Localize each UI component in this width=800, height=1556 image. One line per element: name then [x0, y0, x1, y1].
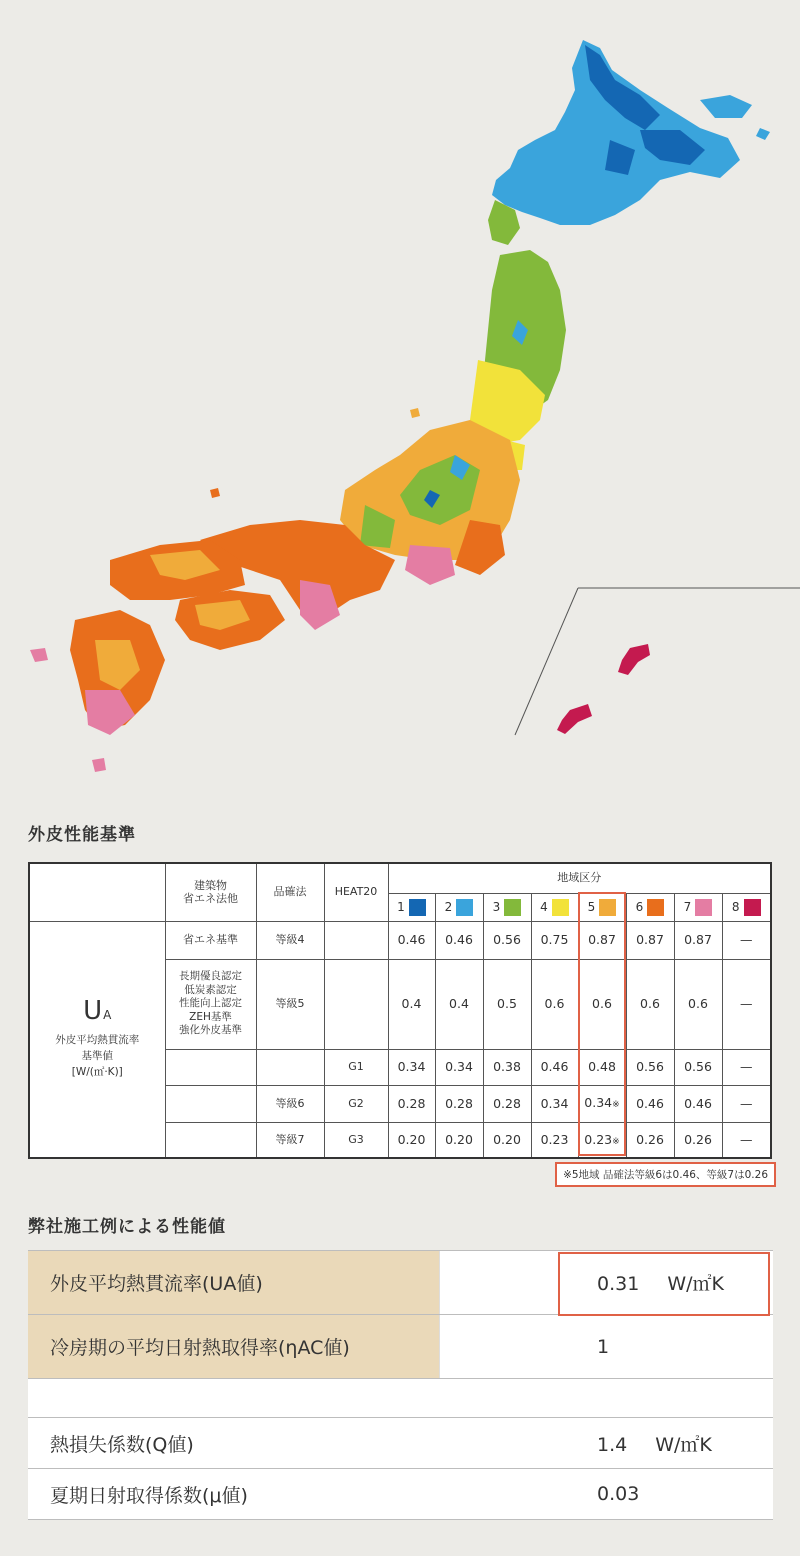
row3-zone6: 0.56 — [626, 1049, 674, 1085]
row4-zone2: 0.28 — [435, 1085, 483, 1122]
row3-zone5: 0.48 — [578, 1049, 626, 1085]
row2-zone1: 0.4 — [388, 959, 435, 1049]
row5-zone3: 0.20 — [483, 1122, 531, 1158]
ua-label-cell — [29, 921, 165, 1158]
ua-label-line3: [W/(㎡·K)] — [71, 1066, 123, 1079]
row1-building: 省エネ基準 — [165, 921, 256, 959]
row2-hinkaku: 等級5 — [256, 959, 324, 1049]
heat20-header: HEAT20 — [324, 863, 388, 921]
mu-value-spacer — [439, 1469, 557, 1520]
ua-symbol: U — [83, 995, 103, 1026]
spacer-cell — [28, 1379, 773, 1418]
row4-zone5 — [578, 1085, 626, 1122]
ua-value-cell — [557, 1251, 773, 1315]
row3-zone7: 0.56 — [674, 1049, 722, 1085]
row4-zone5-asterisk: ※ — [612, 1100, 620, 1111]
mu-value-cell — [557, 1469, 773, 1520]
row2-building-line1: 長期優良認定 — [179, 970, 242, 983]
q-value: 1.4 — [597, 1433, 628, 1456]
row1-zone6: 0.87 — [626, 921, 674, 959]
table-row — [28, 1315, 773, 1379]
row4-heat20: G2 — [324, 1085, 388, 1122]
zone-4-header — [531, 893, 578, 921]
region-header: 地域区分 — [388, 863, 771, 893]
oki-islands — [210, 488, 220, 498]
kyushu — [30, 610, 165, 772]
row4-zone1: 0.28 — [388, 1085, 435, 1122]
mu-value-label: 夏期日射取得係数(μ値) — [28, 1469, 439, 1520]
row1-zone1: 0.46 — [388, 921, 435, 959]
table-row — [28, 1469, 773, 1520]
row5-zone2: 0.20 — [435, 1122, 483, 1158]
zone-6-label: 6 — [635, 899, 644, 914]
okinawa-island-south — [557, 704, 592, 734]
ua-value-label: 外皮平均熱貫流率(UA値) — [28, 1251, 439, 1315]
row2-zone6: 0.6 — [626, 959, 674, 1049]
row2-zone2: 0.4 — [435, 959, 483, 1049]
row5-zone6: 0.26 — [626, 1122, 674, 1158]
row5-hinkaku: 等級7 — [256, 1122, 324, 1158]
table-row — [28, 1418, 773, 1469]
zone-1-swatch — [409, 899, 426, 916]
row2-building-line5: 強化外皮基準 — [179, 1024, 242, 1037]
row5-zone1: 0.20 — [388, 1122, 435, 1158]
zone-2-swatch — [456, 899, 473, 916]
table-row — [28, 1251, 773, 1315]
row5-building — [165, 1122, 256, 1158]
row1-zone8: — — [722, 921, 771, 959]
row4-hinkaku: 等級6 — [256, 1085, 324, 1122]
standards-table — [28, 862, 772, 1159]
row1-zone7: 0.87 — [674, 921, 722, 959]
row5-zone7: 0.26 — [674, 1122, 722, 1158]
row2-zone7: 0.6 — [674, 959, 722, 1049]
row1-heat20 — [324, 921, 388, 959]
row4-zone7: 0.46 — [674, 1085, 722, 1122]
row3-zone4: 0.46 — [531, 1049, 578, 1085]
q-unit: W/㎡K — [655, 1433, 712, 1456]
eta-ac-value: 1 — [597, 1335, 610, 1358]
row3-zone2: 0.34 — [435, 1049, 483, 1085]
row4-zone6: 0.46 — [626, 1085, 674, 1122]
ua-label-line1: 外皮平均熱貫流率 — [55, 1033, 140, 1046]
zone-6-header — [626, 893, 674, 921]
row5-heat20: G3 — [324, 1122, 388, 1158]
row3-heat20: G1 — [324, 1049, 388, 1085]
zone-5-swatch — [599, 899, 616, 916]
row2-heat20 — [324, 959, 388, 1049]
eta-ac-label: 冷房期の平均日射熱取得率(ηAC値) — [28, 1315, 439, 1379]
row5-zone8: — — [722, 1122, 771, 1158]
row1-zone4: 0.75 — [531, 921, 578, 959]
okinawa-island-north — [618, 644, 650, 675]
ua-value: 0.31 — [597, 1273, 640, 1295]
zone-5-header — [578, 893, 626, 921]
spacer-row — [28, 1379, 773, 1418]
mu-value: 0.03 — [597, 1483, 640, 1505]
row5-zone5 — [578, 1122, 626, 1158]
row2-zone3: 0.5 — [483, 959, 531, 1049]
zone-3-header — [483, 893, 531, 921]
building-header — [165, 863, 256, 921]
row3-hinkaku — [256, 1049, 324, 1085]
eta-ac-cell — [557, 1315, 773, 1379]
eta-ac-spacer — [439, 1315, 557, 1379]
sado-island — [410, 408, 420, 418]
blank-header-cell — [29, 863, 165, 921]
zone-4-swatch — [552, 899, 569, 916]
ua-unit: W/㎡K — [667, 1273, 724, 1295]
q-value-cell — [557, 1418, 773, 1469]
shikoku — [175, 590, 285, 650]
performance-table — [28, 1250, 773, 1520]
row1-zone2: 0.46 — [435, 921, 483, 959]
row4-zone3: 0.28 — [483, 1085, 531, 1122]
row3-building — [165, 1049, 256, 1085]
hinkaku-header: 品確法 — [256, 863, 324, 921]
table-row — [29, 921, 771, 959]
zone-7-header — [674, 893, 722, 921]
zone-7-label: 7 — [683, 899, 692, 914]
zone-1-label: 1 — [397, 899, 405, 914]
row3-zone3: 0.38 — [483, 1049, 531, 1085]
row2-zone8: — — [722, 959, 771, 1049]
zone-2-label: 2 — [444, 899, 453, 914]
row5-zone4: 0.23 — [531, 1122, 578, 1158]
zone-5-label: 5 — [587, 899, 596, 914]
standards-title: 外皮性能基準 — [28, 825, 136, 845]
zone-8-header — [722, 893, 771, 921]
row3-zone1: 0.34 — [388, 1049, 435, 1085]
row4-zone5-value: 0.34 — [584, 1095, 613, 1111]
row5-zone5-asterisk: ※ — [612, 1136, 620, 1147]
ua-label-line2: 基準値 — [81, 1050, 113, 1063]
row4-zone4: 0.34 — [531, 1085, 578, 1122]
zone-8-swatch — [744, 899, 761, 916]
zone-3-label: 3 — [492, 899, 501, 914]
building-header-line1: 建築物 — [194, 878, 227, 892]
row1-hinkaku: 等級4 — [256, 921, 324, 959]
zone-2-header — [435, 893, 483, 921]
ua-value-spacer — [439, 1251, 557, 1315]
row4-building — [165, 1085, 256, 1122]
zone-1-header — [388, 893, 435, 921]
zone-7-swatch — [695, 899, 712, 916]
building-header-line2: 省エネ法他 — [183, 892, 238, 906]
zone-3-swatch — [504, 899, 521, 916]
header-row-1 — [29, 863, 771, 893]
row2-zone5: 0.6 — [578, 959, 626, 1049]
row2-building-line2: 低炭素認定 — [184, 983, 237, 996]
q-value-label: 熱損失係数(Q値) — [28, 1418, 439, 1469]
row2-building-line3: 性能向上認定 — [179, 997, 242, 1010]
row2-building-line4: ZEH基準 — [189, 1010, 232, 1023]
row5-zone5-value: 0.23 — [584, 1131, 613, 1147]
row1-zone5: 0.87 — [578, 921, 626, 959]
ua-subscript: A — [103, 1007, 112, 1022]
row2-zone4: 0.6 — [531, 959, 578, 1049]
zone-4-label: 4 — [540, 899, 548, 914]
row4-zone8: — — [722, 1085, 771, 1122]
performance-title: 弊社施工例による性能値 — [28, 1217, 226, 1237]
zone-6-swatch — [647, 899, 664, 916]
row2-building — [165, 959, 256, 1049]
row3-zone8: — — [722, 1049, 771, 1085]
hokkaido — [488, 40, 770, 245]
footnote: ※5地域 品確法等級6は0.46、等級7は0.26 — [555, 1162, 776, 1187]
row1-zone3: 0.56 — [483, 921, 531, 959]
zone-8-label: 8 — [731, 899, 740, 914]
q-value-spacer — [439, 1418, 557, 1469]
